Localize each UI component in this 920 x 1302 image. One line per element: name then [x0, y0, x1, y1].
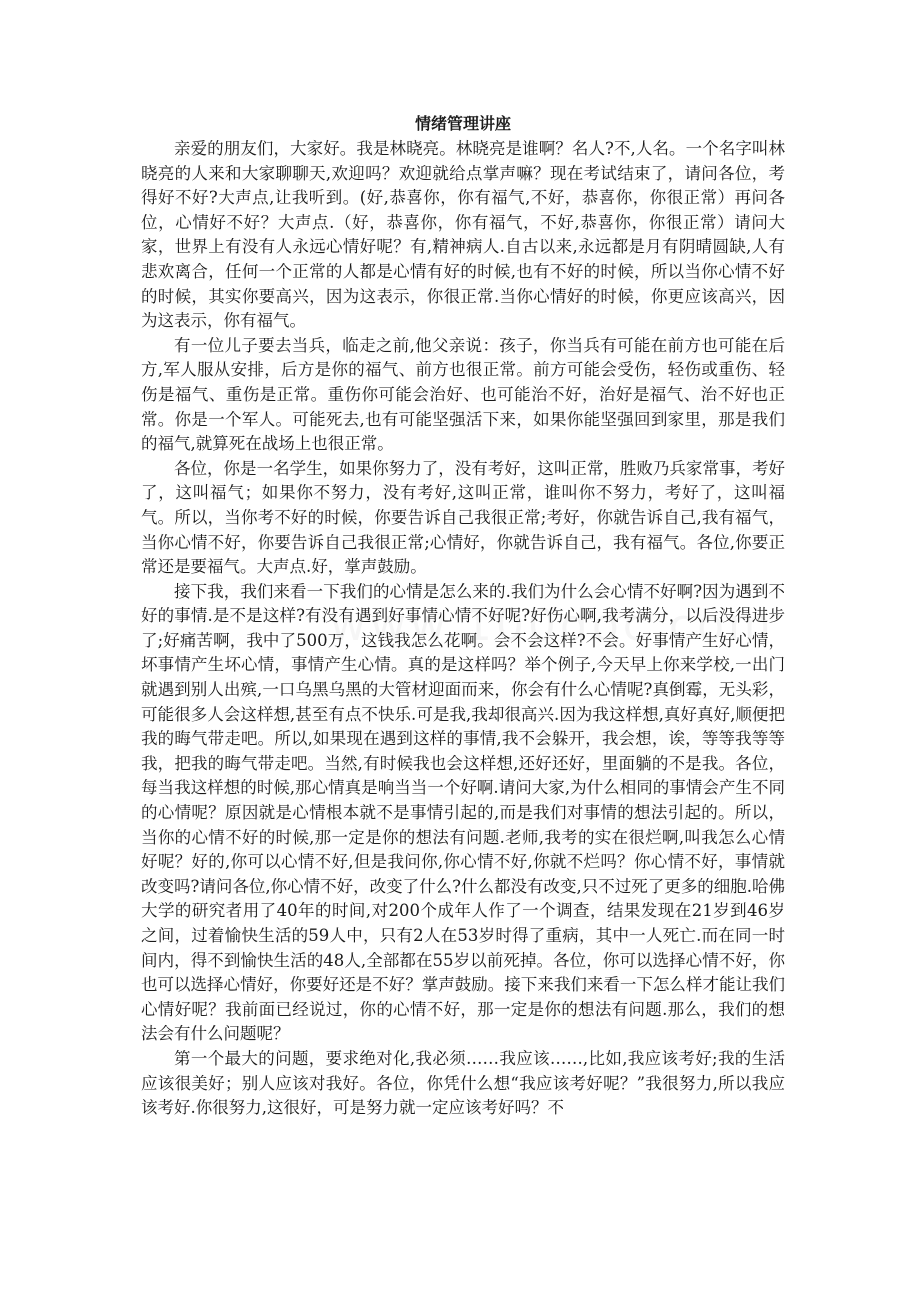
paragraph-intro: 亲爱的朋友们，大家好。我是林晓亮。林晓亮是谁啊？名人?不,人名。一个名字叫林晓亮的人来和大家聊聊天,欢迎吗？欢迎就给点掌声嘛？现在考试结束了，请问各位，考得好不好?大声点,让我听到。(好,恭喜你，你有福气,不好，恭喜你，你很正常）再问各位，心情好不好？大声点.（好，恭喜你，你有福气，不好,恭喜你，你很正常）请问大家，世界上有没有人永远心情好呢？有,精神病人.自古以来,永远都是月有阴晴圆缺,人有悲欢离合，任何一个正常的人都是心情有好的时候,也有不好的时候，所以当你心情不好的时候，其实你要高兴，因为这表示，你很正常.当你心情好的时候，你更应该高兴，因为这表示，你有福气。 [141, 139, 785, 331]
document-title: 情绪管理讲座 [414, 114, 511, 133]
document-body [141, 112, 785, 1121]
paragraph-mood-origin: 接下我，我们来看一下我们的心情是怎么来的.我们为什么会心情不好啊?因为遇到不好的事情.是不是这样?有没有遇到好事情心情不好呢?好伤心啊,我考满分，以后没得进步了;好痛苦啊，我中了500万，这钱我怎么花啊。会不会这样?不会。好事情产生好心情，坏事情产生坏心情，事情产生心情。真的是这样吗？举个例子,今天早上你来学校,一出门就遇到别人出殡,一口乌黑乌黑的大管材迎面而来，你会有什么心情呢?真倒霉，无头彩，可能很多人会这样想,甚至有点不快乐.可是我,我却很高兴.因为我这样想,真好真好,顺便把我的晦气带走吧。所以,如果现在遇到这样的事情,我不会躲开，我会想，诶，等等我等等我，把我的晦气带走吧。当然,有时候我也会这样想,还好还好，里面躺的不是我。各位，每当我这样想的时候,那心情真是响当当一个好啊.请问大家,为什么相同的事情会产生不同的心情呢？原因就是心情根本就不是事情引起的,而是我们对事情的想法引起的。所以，当你的心情不好的时候,那一定是你的想法有问题.老师,我考的实在很烂啊,叫我怎么心情好呢？好的,你可以心情不好,但是我问你,你心情不好,你就不烂吗？你心情不好，事情就改变吗?请问各位,你心情不好，改变了什么?什么都没有改变,只不过死了更多的细胞.哈佛大学的研究者用了40年的时间,对200个成年人作了一个调查，结果发现在21岁到46岁之间，过着愉快生活的59人中，只有2人在53岁时得了重病，其中一人死亡.而在同一时间内，得不到愉快生活的48人,全部都在55岁以前死掉。各位，你可以选择心情不好，你也可以选择心情好，你要好还是不好？掌声鼓励。接下来我们来看一下怎么样才能让我们心情好呢？我前面已经说过，你的心情不好，那一定是你的想法有问题.那么，我们的想法会有什么问题呢？ [141, 581, 785, 1044]
paragraph-soldier-story: 有一位儿子要去当兵，临走之前,他父亲说：孩子，你当兵有可能在前方也可能在后方,军人服从安排，后方是你的福气、前方也很正常。前方可能会受伤，轻伤或重伤、轻伤是福气、重伤是正常。重伤你可能会治好、也可能治不好，治好是福气、治不好也正常。你是一个军人。可能死去,也有可能坚强活下来，如果你能坚强回到家里，那是我们的福气,就算死在战场上也很正常。 [141, 335, 785, 454]
paragraph-student: 各位，你是一名学生，如果你努力了，没有考好，这叫正常，胜败乃兵家常事，考好了，这叫福气；如果你不努力，没有考好,这叫正常，谁叫你不努力，考好了，这叫福气。所以，当你考不好的时候，你要告诉自己我很正常;考好，你就告诉自己,我有福气，当你心情不好，你要告诉自己我很正常;心情好，你就告诉自己，我有福气。各位,你要正常还是要福气。大声点.好，掌声鼓励。 [141, 458, 785, 577]
paragraph-first-problem: 第一个最大的问题，要求绝对化,我必须……我应该……,比如,我应该考好;我的生活应该很美好；别人应该对我好。各位，你凭什么想“我应该考好呢？”我很努力,所以我应该考好.你很努力,这很好，可是努力就一定应该考好吗？不 [141, 1048, 785, 1118]
